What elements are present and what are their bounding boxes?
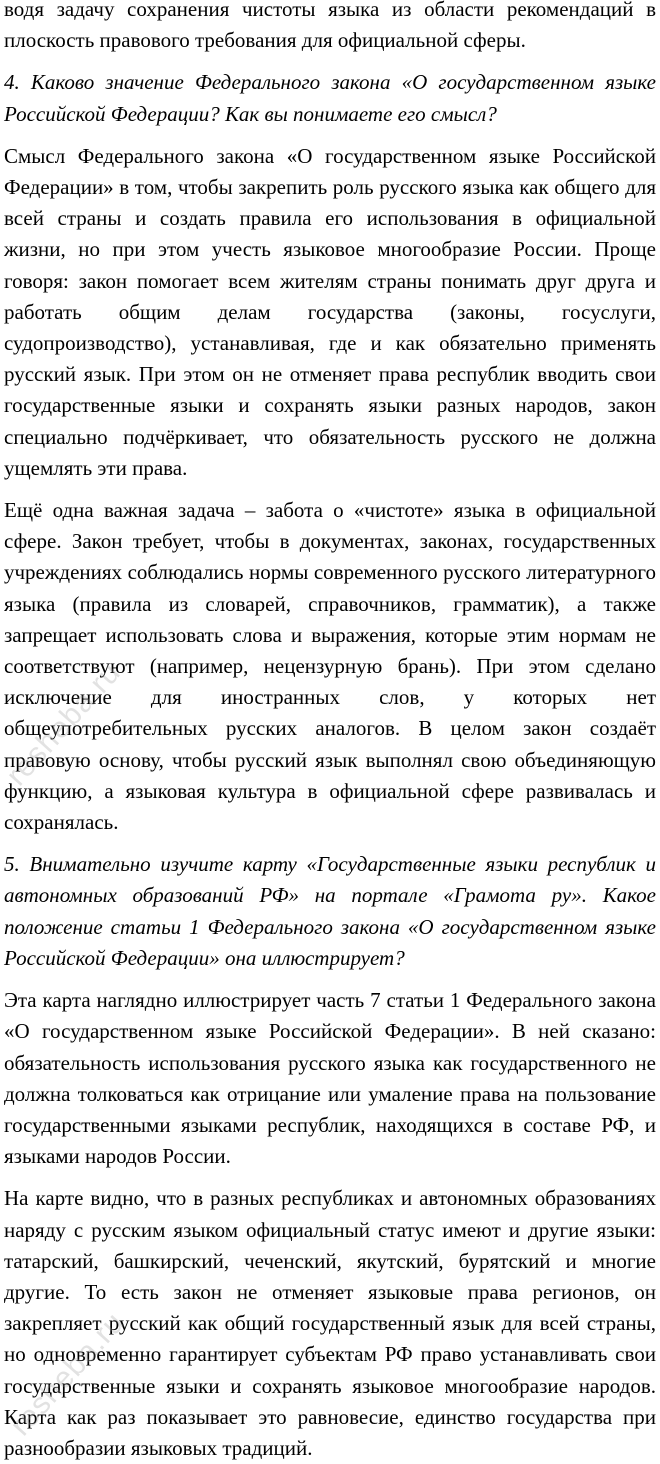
question-4: 4. Каково значение Федерального закона «О государственном языке Российской Федерации? Как вы понимаете его смысл?	[4, 70, 656, 126]
paragraph-intro-tail: водя задачу сохранения чистоты языка из области рекомендаций в плоскость правового требования для официальной сферы.	[4, 0, 656, 53]
answer-4-paragraph-1: Смысл Федерального закона «О государственном языке Российской Федерации» в том, чтобы закрепить роль русского языка как общего для всей страны и создать правила его использования в официальной жизни, но при этом учесть языковое многообразие России. Проще говоря: закон помогает всем жителям страны понимать друг друга и работать общим делам государства (законы, госуслуги, судопроизводство), устанавливая, где и как обязательно применять русский язык. При этом он не отменяет права республик вводить свои государственные языки и сохранять языки разных народов, закон специально подчёркивает, что обязательность русского не должна ущемлять эти права.	[4, 143, 656, 480]
paragraph-gap	[4, 838, 656, 849]
watermark-logo: resheba.ru	[4, 1305, 132, 1443]
paragraph-gap	[4, 974, 656, 985]
answer-5-paragraph-1: Эта карта наглядно иллюстрирует часть 7 статьи 1 Федерального закона «О государственном языке Российской Федерации». В ней сказано: обязательность использования русского языка как государственного не должна толковаться как отрицание или умаление права на пользование государственными языками республик, находящихся в составе РФ, и языками народов России.	[4, 988, 656, 1169]
paragraph-gap	[4, 56, 656, 67]
answer-5-paragraph-2: На карте видно, что в разных республиках и автономных образованиях наряду с русским языком официальный статус имеют и другие языки: татарский, башкирский, чеченский, якутский, бурятский и многие другие. То есть закон не отменяет языковые права регионов, он закрепляет русский как общий государственный язык для всей страны, но одновременно гарантирует субъектам РФ право устанавливать свои государственные языки и сохранять языковое многообразие народов. Карта как раз показывает это равновесие, единство государства при разнообразии языковых традиций.	[4, 1186, 656, 1460]
paragraph-gap	[4, 1172, 656, 1183]
answer-4-paragraph-2: Ещё одна важная задача – забота о «чистоте» языка в официальной сфере. Закон требует, чтобы в документах, законах, государственных учреждениях соблюдались нормы современного русского литературного языка (правила из словарей, справочников, грамматик), а также запрещает использовать слова и выражения, которые этим нормам не соответствуют (например, нецензурную брань). При этом сделано исключение для иностранных слов, у которых нет общеупотребительных русских аналогов. В целом закон создаёт правовую основу, чтобы русский язык выполнял свою объединяющую функцию, а языковая культура в официальной сфере развивалась и сохранялась.	[4, 498, 656, 835]
question-5: 5. Внимательно изучите карту «Государственные языки республик и автономных образований РФ» на портале «Грамота ру». Какое положение статьи 1 Федерального закона «О государственном языке Российской Федерации» она иллюстрирует?	[4, 852, 656, 970]
document-page	[4, 0, 656, 1464]
watermark-logo: resheba.ru	[0, 655, 128, 793]
paragraph-gap	[4, 484, 656, 495]
paragraph-gap	[4, 130, 656, 141]
